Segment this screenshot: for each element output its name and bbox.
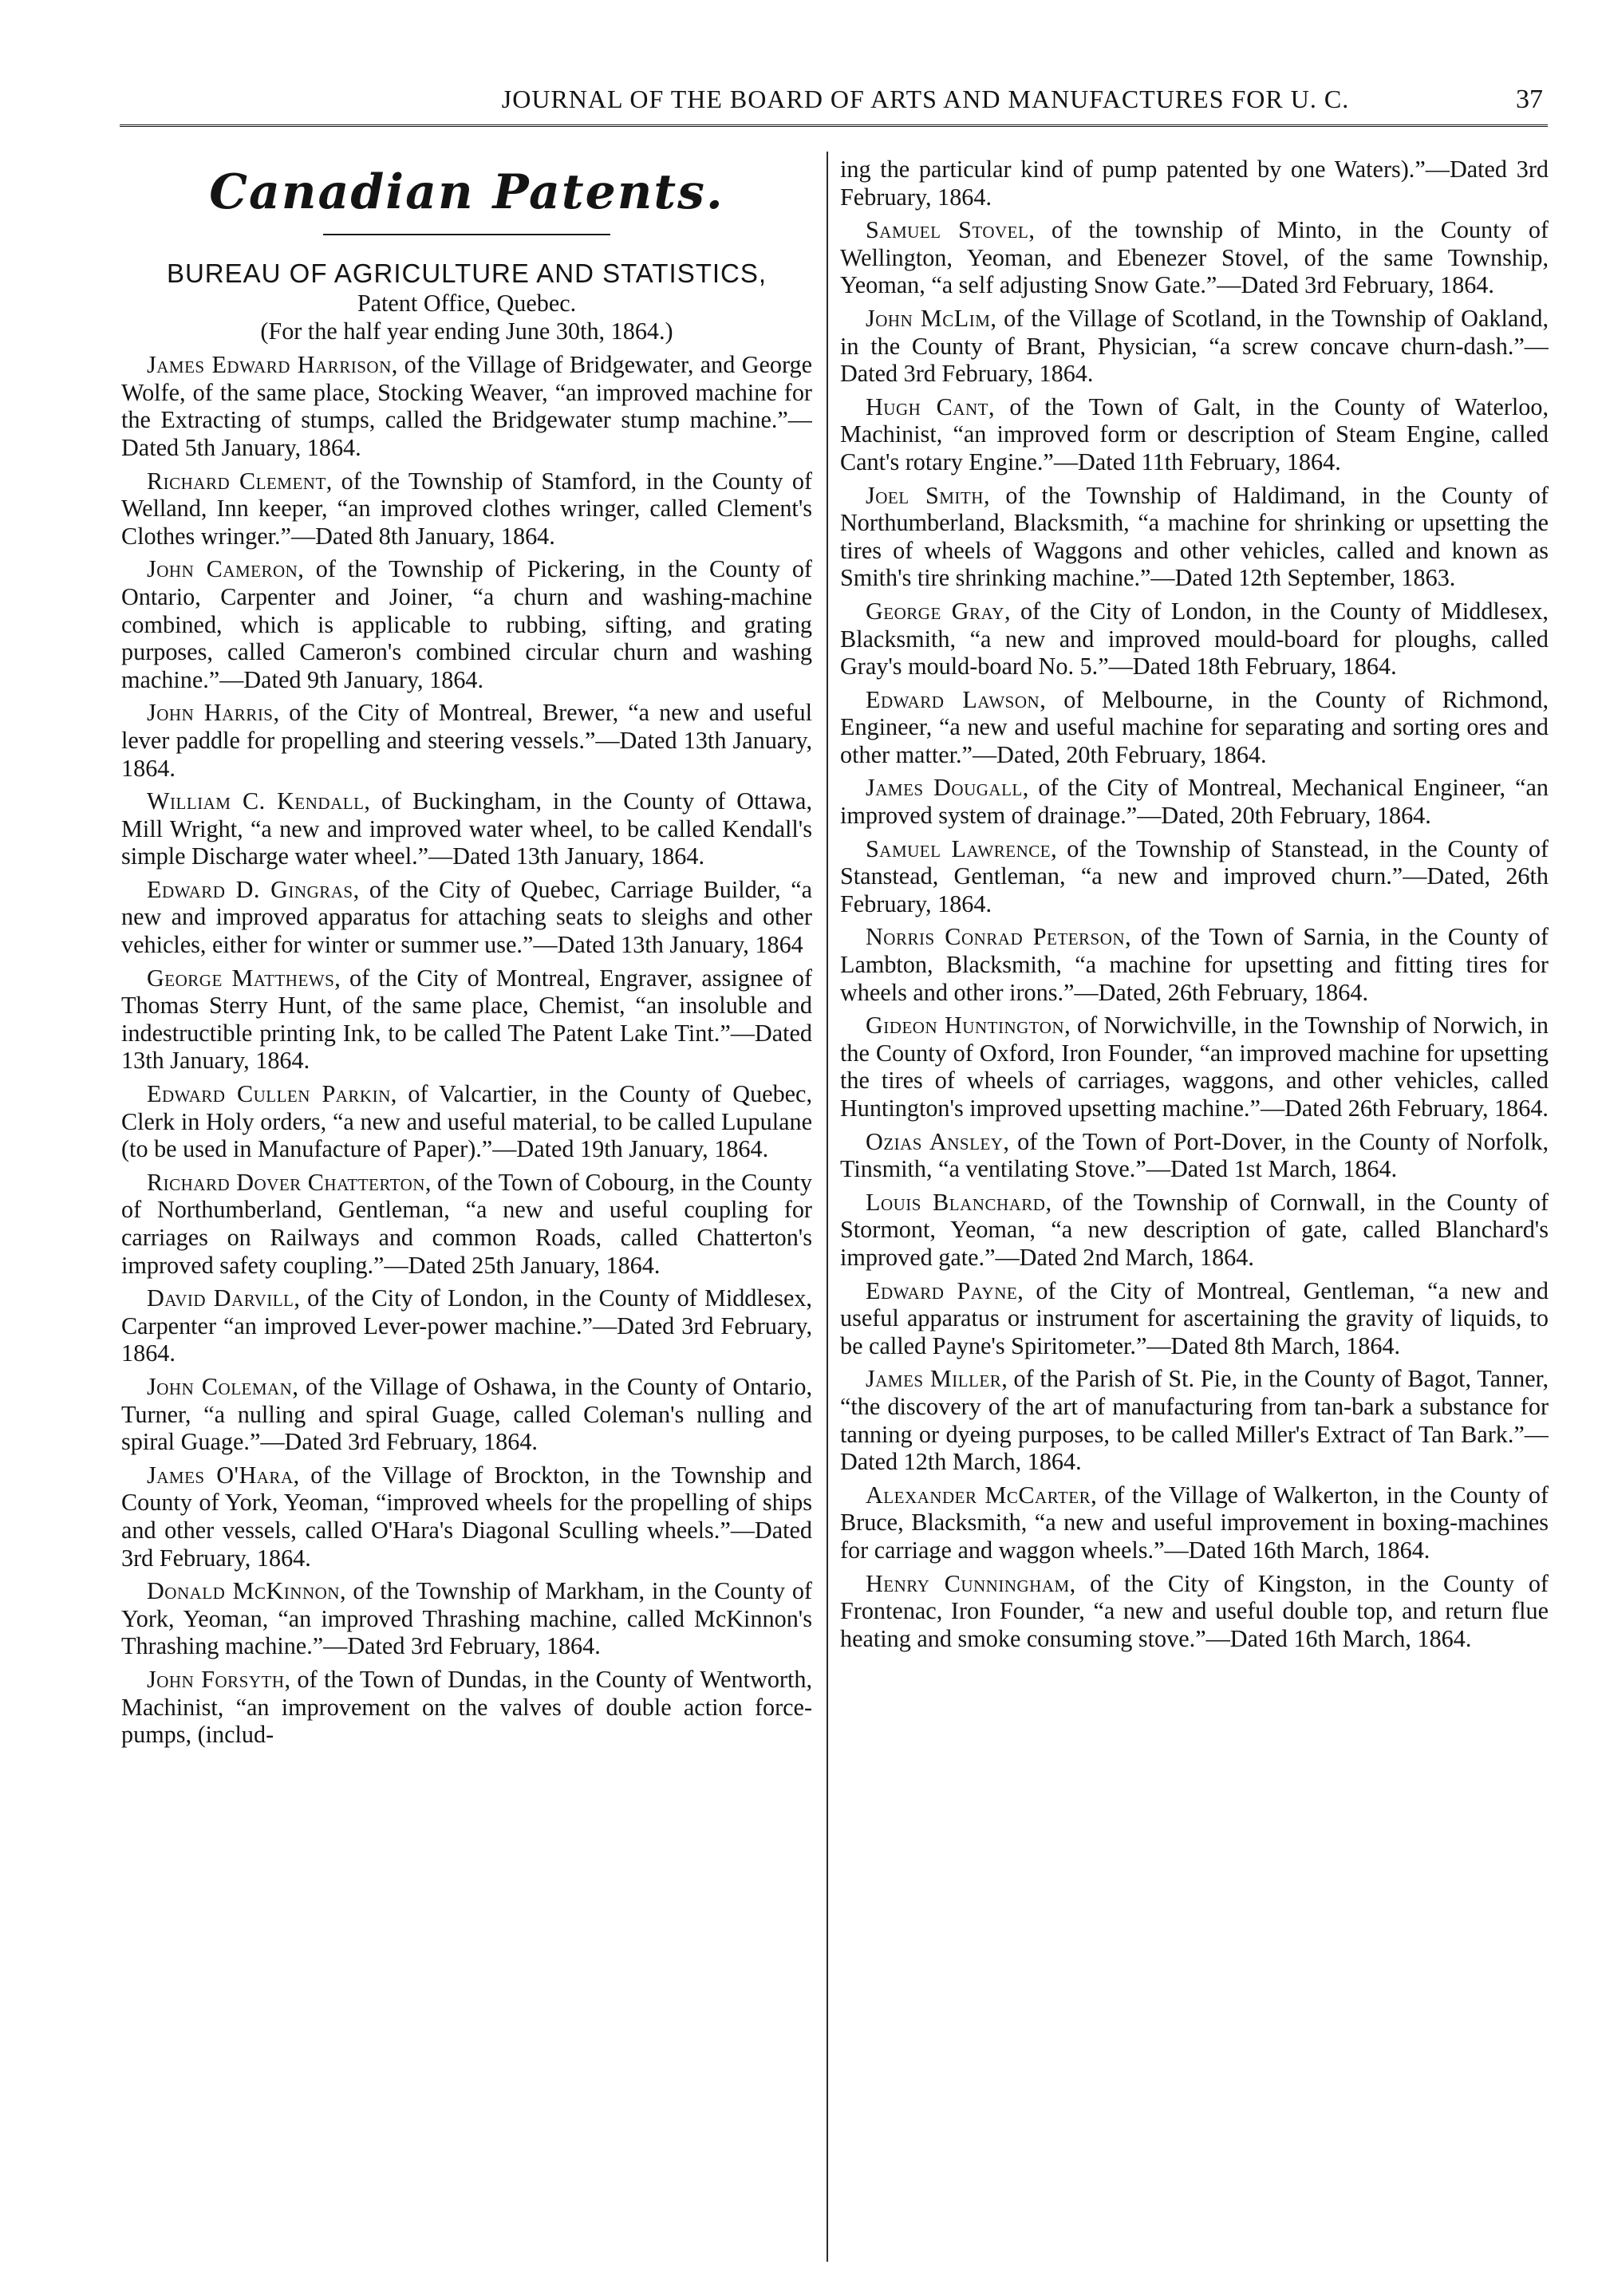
patent-details: , of the City of Kingston, in the County of Frontenac, Iron Founder, “a new and useful double top, and return flue heating and smoke consuming stove.”—Dated 16th March, 1864. — [840, 1569, 1549, 1652]
patent-details: , of the Township of Pickering, in the County of Ontario, Carpenter and Joiner, “a churn and washing-machine combined, which is applicable to rubbing, sifting, and grating purposes, called Cameron's combined circular churn and washing machine.”—Dated 9th January, 1864. — [121, 555, 812, 693]
patent-details: , of the Village of Scotland, in the Township of Oakland, in the County of Brant, Physician, “a screw concave churn-dash.”—Dated 3rd February, 1864. — [840, 304, 1549, 388]
running-header — [120, 83, 1548, 127]
patent-entry — [121, 351, 812, 461]
patent-details: , of the Town of Sarnia, in the County of Lambton, Blacksmith, “a machine for upsetting and fitting tires for wheels and other irons.”—Dated, 26th February, 1864. — [840, 923, 1549, 1006]
patentee-name: Ozias Ansley — [866, 1127, 1004, 1155]
patentee-name: George Matthews — [147, 964, 335, 992]
patentee-name: James O'Hara — [147, 1461, 294, 1489]
patentee-name: John Coleman — [147, 1372, 293, 1400]
patent-details: , of the Township of Markham, in the County of York, Yeoman, “an improved Thrashing machine, called McKinnon's Thrashing machine.”—Dated 3rd February, 1864. — [121, 1577, 812, 1660]
patent-details: , of the Village of Walkerton, in the County of Bruce, Blacksmith, “a new and useful improvement in boxing-machines for carriage and waggon wheels.”—Dated 16th March, 1864. — [840, 1481, 1549, 1564]
patent-entry — [121, 1666, 812, 1749]
patentee-name: John Harris — [147, 699, 274, 727]
patentee-name: Richard Dover Chatterton — [147, 1168, 425, 1196]
patentee-name: Edward Lawson — [866, 685, 1040, 713]
patent-entry — [121, 699, 812, 782]
patent-details: , of Melbourne, in the County of Richmond, Engineer, “a new and useful machine for separating and sorting ores and other matter.”—Dated, 20th February, 1864. — [840, 685, 1549, 768]
patent-details: , of the Township of Haldimand, in the County of Northumberland, Blacksmith, “a machine for shrinking or upsetting the tires of wheels of Waggons and other vehicles, called and known as Smith's tire shrinking machine.”—Dated 12th September, 1863. — [840, 481, 1549, 592]
patent-details: , of Buckingham, in the County of Ottawa, Mill Wright, “a new and improved water wheel, to be called Kendall's simple Discharge water wheel.”—Dated 13th January, 1864. — [121, 787, 812, 870]
continued-entry: ing the particular kind of pump patented by one Waters).”—Dated 3rd February, 1864. — [840, 156, 1549, 211]
patent-details: , of the Town of Port-Dover, in the County of Norfolk, Tinsmith, “a ventilating Stove.”—Dated 1st March, 1864. — [840, 1127, 1549, 1183]
patentee-name: John Cameron — [147, 555, 298, 583]
patent-details: , of the Parish of St. Pie, in the County of Bagot, Tanner, “the discovery of the art of manufacturing from tan-bark a substance for tanning or dyeing purposes, to be called Miller's Extract of Tan Bark.”—Dated 12th March, 1864. — [840, 1365, 1549, 1476]
patent-entry — [840, 393, 1549, 476]
patentee-name: Richard Clement — [147, 467, 326, 495]
patent-entry — [840, 1481, 1549, 1564]
patent-details: , of the Village of Bridgewater, and George Wolfe, of the same place, Stocking Weaver, “an improved machine for the Extracting of stumps, called the Bridgewater stump machine.”—Dated 5th January, 1864. — [121, 351, 812, 461]
patentee-name: Norris Conrad Peterson — [866, 923, 1126, 951]
patentee-name: Gideon Huntington — [866, 1012, 1065, 1040]
title-rule — [323, 234, 610, 235]
right-column — [840, 156, 1549, 2262]
patentee-name: Edward D. Gingras — [147, 875, 353, 903]
patent-entry — [840, 1277, 1549, 1360]
patentee-name: James Dougall — [866, 774, 1023, 802]
patent-entry — [121, 1080, 812, 1163]
period-line: (For the half year ending June 30th, 1864.) — [260, 317, 673, 345]
column-divider — [827, 152, 828, 2262]
patent-details: , of the township of Minto, in the County of Wellington, Yeoman, and Ebenezer Stovel, of the same Township, Yeoman, “a self adjusting Snow Gate.”—Dated 3rd February, 1864. — [840, 216, 1549, 299]
patent-entry — [840, 1189, 1549, 1272]
patent-entry — [121, 1284, 812, 1367]
patent-entry — [840, 923, 1549, 1006]
patent-entry — [121, 1462, 812, 1572]
patent-entry — [121, 1577, 812, 1660]
patent-details: , of Norwichville, in the Township of Norwich, in the County of Oxford, Iron Founder, “an improved machine for upsetting the tires of wheels of carriages, waggons, and other vehicles, called Huntington's improved upsetting machine.”—Dated 26th February, 1864. — [840, 1012, 1549, 1122]
patent-details: , of the Township of Stanstead, in the County of Stanstead, Gentleman, “a new and improved churn.”—Dated, 26th February, 1864. — [840, 834, 1549, 917]
patentee-name: Samuel Stovel — [866, 216, 1029, 244]
patent-entry — [121, 467, 812, 550]
patent-entry — [840, 305, 1549, 388]
left-column — [121, 156, 812, 2262]
patent-entry — [840, 1128, 1549, 1183]
patent-entry — [121, 1169, 812, 1279]
patent-details: , of the Village of Brockton, in the Township and County of York, Yeoman, “improved wheels for the propelling of ships and other vessels, called O'Hara's Diagonal Sculling wheels.”—Dated 3rd February, 1864. — [121, 1461, 812, 1572]
page-number: 37 — [1516, 85, 1543, 114]
office-line: Patent Office, Quebec. — [357, 290, 577, 317]
patentee-name: Joel Smith — [866, 481, 984, 509]
patent-entry — [840, 1012, 1549, 1122]
patent-entry — [840, 774, 1549, 829]
patentee-name: Donald McKinnon — [147, 1577, 340, 1605]
patent-details: , of the Town of Dundas, in the County of Wentworth, Machinist, “an improvement on the valves of double action force-pumps, (includ- — [121, 1665, 812, 1749]
patent-entry — [840, 482, 1549, 592]
patent-entry — [121, 555, 812, 693]
patent-details: , of the Township of Stamford, in the County of Welland, Inn keeper, “an improved clothes wringer, called Clement's Clothes wringer.”—Dated 8th January, 1864. — [121, 467, 812, 550]
patentee-name: David Darvill — [147, 1284, 294, 1312]
patentee-name: Louis Blanchard — [866, 1188, 1046, 1216]
patent-entry — [121, 1373, 812, 1456]
patent-entry — [840, 216, 1549, 299]
patent-details: , of the Village of Oshawa, in the County of Ontario, Turner, “a nulling and spiral Guage, called Coleman's nulling and spiral Guage.”—Dated 3rd February, 1864. — [121, 1372, 812, 1456]
patent-entry — [121, 876, 812, 959]
patent-entry — [121, 787, 812, 870]
patentee-name: Samuel Lawrence — [866, 834, 1052, 862]
patent-details: , of the City of Montreal, Engraver, assignee of Thomas Sterry Hunt, of the same place, Chemist, “an insoluble and indestructible printing Ink, to be called The Patent Lake Tint.”—Dated 13th January, 1864. — [121, 964, 812, 1075]
patent-entry — [840, 1570, 1549, 1653]
patentee-name: George Gray — [866, 597, 1004, 625]
patent-entry — [840, 598, 1549, 681]
patentee-name: John Forsyth — [147, 1665, 285, 1693]
patentee-name: James Miller — [866, 1365, 1002, 1393]
section-title: Canadian Patents. — [209, 164, 724, 220]
patent-details: , of the Township of Cornwall, in the County of Stormont, Yeoman, “a new description of gate, called Blanchard's improved gate.”—Dated 2nd March, 1864. — [840, 1188, 1549, 1271]
patentee-name: Edward Cullen Parkin — [147, 1080, 391, 1108]
patent-details: , of the Town of Galt, in the County of Waterloo, Machinist, “an improved form or description of Steam Engine, called Cant's rotary Engine.”—Dated 11th February, 1864. — [840, 393, 1549, 475]
patent-details: , of the Town of Cobourg, in the County of Northumberland, Gentleman, “a new and useful coupling for carriages on Railways and common Roads, called Chatterton's improved safety coupling.”—Dated 25th January, 1864. — [121, 1168, 812, 1279]
patent-entry — [121, 965, 812, 1075]
patent-details: , of the City of Montreal, Gentleman, “a new and useful apparatus or instrument for ascertaining the gravity of liquids, to be called Payne's Spiritometer.”—Dated 8th March, 1864. — [840, 1276, 1549, 1359]
patent-details: , of Valcartier, in the County of Quebec, Clerk in Holy orders, “a new and useful material, to be called Lupulane (to be used in Manufacture of Paper).”—Dated 19th January, 1864. — [121, 1080, 812, 1163]
patent-details: , of the City of Montreal, Brewer, “a new and useful lever paddle for propelling and steering vessels.”—Dated 13th January, 1864. — [121, 699, 812, 782]
patentee-name: Hugh Cant — [866, 393, 988, 420]
patent-entry — [840, 835, 1549, 918]
patent-entry — [840, 686, 1549, 769]
patentee-name: John McLim — [866, 304, 991, 332]
patent-entry — [840, 1365, 1549, 1475]
journal-title: JOURNAL OF THE BOARD OF ARTS AND MANUFACTURES FOR U. C. — [501, 85, 1350, 113]
patentee-name: William C. Kendall — [147, 787, 365, 815]
patent-details: , of the City of London, in the County of Middlesex, Blacksmith, “a new and improved mould-board for ploughs, called Gray's mould-board No. 5.”—Dated 18th February, 1864. — [840, 597, 1549, 681]
patentee-name: Alexander McCarter — [866, 1481, 1091, 1509]
patentee-name: Henry Cunningham — [866, 1569, 1070, 1597]
patentee-name: James Edward Harrison — [147, 351, 392, 379]
patentee-name: Edward Payne — [866, 1276, 1018, 1304]
bureau-heading: BUREAU OF AGRICULTURE AND STATISTICS, — [166, 258, 767, 288]
patent-details: , of the City of Montreal, Mechanical Engineer, “an improved system of drainage.”—Dated, 20th February, 1864. — [840, 774, 1549, 830]
patent-details: , of the City of Quebec, Carriage Builder, “a new and improved apparatus for attaching seats to sleighs and other vehicles, either for winter or summer use.”—Dated 13th January, 1864 — [121, 875, 812, 959]
patent-details: , of the City of London, in the County of Middlesex, Carpenter “an improved Lever-power machine.”—Dated 3rd February, 1864. — [121, 1284, 812, 1367]
